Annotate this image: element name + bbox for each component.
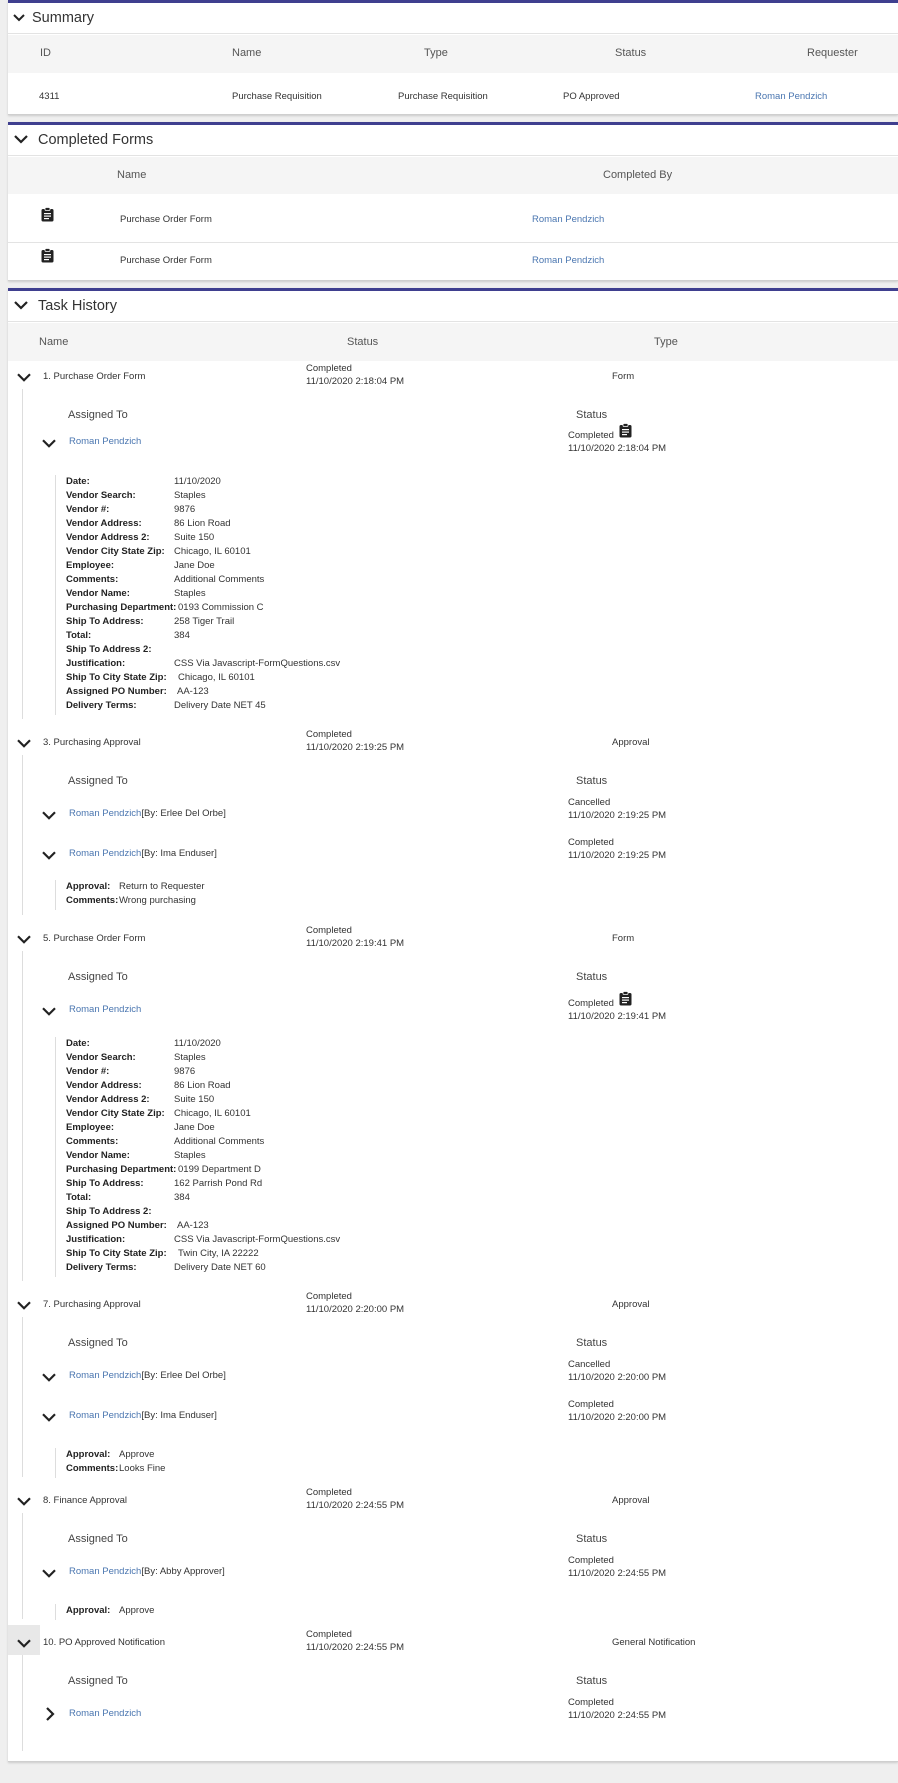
assignee: [69, 436, 141, 447]
chevron-down-icon[interactable]: [42, 810, 56, 821]
task-name: 3. Purchasing Approval: [43, 737, 141, 748]
field-label: Vendor #:: [66, 504, 110, 515]
field-label: Ship To Address 2:: [66, 644, 152, 655]
assignee-status: [568, 1696, 666, 1722]
field-label: Justification:: [66, 1234, 126, 1245]
task-status-text: Completed: [306, 1629, 352, 1640]
col-id: ID: [40, 47, 51, 59]
task-status: [306, 1628, 404, 1654]
field-label: Justification:: [66, 658, 126, 669]
field-value: Suite 150: [174, 532, 215, 543]
task-status-date: 11/10/2020 2:18:04 PM: [306, 376, 405, 387]
assignee-status-text: Completed: [568, 430, 614, 441]
completed-forms-table-header: [8, 157, 898, 194]
col-type: Type: [424, 47, 448, 59]
assigned-to-label: Assigned To: [68, 971, 128, 983]
assignee-status-text: Completed: [568, 1399, 614, 1410]
chevron-right-icon[interactable]: [45, 1707, 55, 1721]
assignee-status: [568, 836, 666, 862]
task-type: Approval: [612, 1299, 650, 1310]
completed-forms-panel: [8, 122, 898, 281]
assignee-status: [568, 1554, 666, 1580]
field-label: Employee:: [66, 1122, 115, 1133]
field-value: 384: [174, 1192, 190, 1203]
task-guide-line: [22, 755, 23, 915]
assignee-status-text: Completed: [568, 837, 614, 848]
field-value: 11/10/2020: [174, 476, 221, 487]
field-label: Date:: [66, 476, 90, 487]
status-label: Status: [576, 1533, 608, 1545]
status-label: Status: [576, 1337, 608, 1349]
completed-by-link[interactable]: Roman Pendzich: [532, 214, 605, 225]
assignee-status-text: Cancelled: [568, 797, 611, 808]
summary-status: PO Approved: [563, 91, 620, 102]
summary-table-header: [8, 35, 898, 73]
completed-forms-header[interactable]: [8, 125, 898, 156]
summary-name: Purchase Requisition: [232, 91, 322, 102]
field-value: 384: [174, 630, 190, 641]
field-value: Return to Requester: [119, 881, 205, 892]
field-label: Assigned PO Number:: [66, 686, 167, 697]
fields-guide-line: [55, 1604, 56, 1620]
fields-guide-line: [55, 1448, 56, 1478]
field-label: Vendor Name:: [66, 588, 130, 599]
assigned-to-label: Assigned To: [68, 1533, 128, 1545]
assigned-to-label: Assigned To: [68, 1337, 128, 1349]
assignee-status: [568, 1358, 666, 1384]
field-label: Ship To Address:: [66, 1178, 144, 1189]
task-status-date: 11/10/2020 2:19:41 PM: [306, 938, 405, 949]
assignee-status-text: Completed: [568, 998, 614, 1009]
field-value: 9876: [174, 1066, 196, 1077]
field-value: Chicago, IL 60101: [178, 672, 255, 683]
clipboard-icon[interactable]: [41, 248, 54, 268]
field-label: Ship To Address 2:: [66, 1206, 152, 1217]
field-label: Comments:: [66, 895, 119, 906]
field-value: Chicago, IL 60101: [174, 546, 251, 557]
assigned-to-label: Assigned To: [68, 1675, 128, 1687]
field-label: Comments:: [66, 574, 119, 585]
status-label: Status: [576, 1675, 608, 1687]
field-value: Additional Comments: [174, 574, 265, 585]
task-type: Approval: [612, 1495, 650, 1506]
chevron-down-icon[interactable]: [17, 1496, 31, 1507]
chevron-down-icon[interactable]: [42, 1372, 56, 1383]
field-value: Approve: [119, 1449, 155, 1460]
field-label: Vendor Address:: [66, 518, 142, 529]
col-type: Type: [654, 336, 678, 348]
form-name: Purchase Order Form: [120, 214, 212, 225]
field-label: Total:: [66, 1192, 92, 1203]
assignee-by: [By: Ima Enduser]: [141, 848, 217, 859]
field-value: AA-123: [177, 686, 209, 697]
field-label: Approval:: [66, 881, 111, 892]
field-value: Staples: [174, 1150, 206, 1161]
chevron-down-icon[interactable]: [42, 1412, 56, 1423]
chevron-down-icon[interactable]: [42, 850, 56, 861]
field-value: Jane Doe: [174, 560, 215, 571]
status-label: Status: [576, 775, 608, 787]
col-completed-by: Completed By: [603, 169, 673, 181]
task-name: 5. Purchase Order Form: [43, 933, 146, 944]
assignee: [69, 1004, 141, 1015]
clipboard-icon[interactable]: [41, 207, 54, 227]
field-link[interactable]: CSS Via Javascript-FormQuestions.csv: [174, 658, 341, 669]
assignee-link[interactable]: Roman Pendzich: [69, 1004, 142, 1015]
field-label: Vendor City State Zip:: [66, 546, 165, 557]
field-value: Approve: [119, 1605, 155, 1616]
field-value: Staples: [174, 1052, 206, 1063]
field-label: Vendor Address 2:: [66, 1094, 150, 1105]
task-history-header[interactable]: [8, 291, 898, 322]
field-label: Approval:: [66, 1605, 111, 1616]
assignee-link[interactable]: Roman Pendzich: [69, 808, 142, 819]
assignee-status-text: Completed: [568, 1555, 614, 1566]
field-value: Wrong purchasing: [119, 895, 196, 906]
field-label: Purchasing Department:: [66, 602, 177, 613]
field-value: 9876: [174, 504, 196, 515]
chevron-down-icon[interactable]: [17, 1638, 31, 1649]
clipboard-icon[interactable]: [619, 991, 632, 1011]
field-label: Vendor Name:: [66, 1150, 130, 1161]
field-value: 0199 Department D: [178, 1164, 261, 1175]
chevron-down-icon[interactable]: [17, 1300, 31, 1311]
field-label: Date:: [66, 1038, 90, 1049]
field-value: AA-123: [177, 1220, 209, 1231]
chevron-down-icon[interactable]: [14, 300, 28, 311]
field-label: Vendor Search:: [66, 1052, 136, 1063]
task-status-text: Completed: [306, 729, 352, 740]
field-label: Vendor Address:: [66, 1080, 142, 1091]
assignee-status: [568, 997, 666, 1023]
task-status-text: Completed: [306, 1291, 352, 1302]
assignee-status-date: 11/10/2020 2:19:41 PM: [568, 1011, 667, 1022]
assignee: [69, 1708, 141, 1719]
task-type: Form: [612, 933, 635, 944]
assignee-status: [568, 1398, 666, 1424]
assignee-status-text: Cancelled: [568, 1359, 611, 1370]
field-value: Staples: [174, 588, 206, 599]
assignee-status: [568, 796, 666, 822]
task-guide-line: [22, 951, 23, 1281]
task-history-table-header: [8, 323, 898, 361]
assignee-link[interactable]: Roman Pendzich: [69, 436, 142, 447]
chevron-down-icon[interactable]: [42, 1568, 56, 1579]
col-name: Name: [117, 169, 147, 181]
assigned-to-label: Assigned To: [68, 775, 128, 787]
summary-header[interactable]: [8, 3, 898, 34]
col-name: Name: [232, 47, 262, 59]
task-name: 1. Purchase Order Form: [43, 371, 146, 382]
assignee-status-date: 11/10/2020 2:18:04 PM: [568, 443, 667, 454]
task-guide-line: [22, 1513, 23, 1619]
summary-panel: [8, 0, 898, 115]
assignee-status-date: 11/10/2020 2:20:00 PM: [568, 1412, 667, 1423]
assignee: [69, 1370, 226, 1381]
field-label: Employee:: [66, 560, 115, 571]
task-status-date: 11/10/2020 2:24:55 PM: [306, 1642, 405, 1653]
field-label: Approval:: [66, 1449, 111, 1460]
field-value: Chicago, IL 60101: [174, 1108, 251, 1119]
assignee-status-date: 11/10/2020 2:24:55 PM: [568, 1710, 667, 1721]
form-name: Purchase Order Form: [120, 255, 212, 266]
chevron-down-icon[interactable]: [17, 934, 31, 945]
assignee-link[interactable]: Roman Pendzich: [69, 1566, 142, 1577]
col-status: Status: [347, 336, 379, 348]
status-label: Status: [576, 409, 608, 421]
field-label: Comments:: [66, 1463, 119, 1474]
task-status: [306, 1486, 404, 1512]
task-status-date: 11/10/2020 2:24:55 PM: [306, 1500, 405, 1511]
chevron-down-icon[interactable]: [42, 1006, 56, 1017]
field-value: Looks Fine: [119, 1463, 166, 1474]
task-guide-line: [22, 1655, 23, 1751]
task-guide-line: [22, 389, 23, 719]
field-value: Suite 150: [174, 1094, 215, 1105]
row-divider: [8, 242, 898, 243]
field-value: Jane Doe: [174, 1122, 215, 1133]
assignee-status-text: Completed: [568, 1697, 614, 1708]
field-value: 86 Lion Road: [174, 518, 231, 529]
completed-by-link[interactable]: Roman Pendzich: [532, 255, 605, 266]
completed-forms-title: Completed Forms: [38, 132, 154, 148]
task-name: 7. Purchasing Approval: [43, 1299, 141, 1310]
chevron-down-icon[interactable]: [14, 134, 28, 145]
assignee-status: [568, 429, 666, 455]
fields-guide-line: [55, 880, 56, 910]
field-value: 11/10/2020: [174, 1038, 221, 1049]
field-value: Additional Comments: [174, 1136, 265, 1147]
assignee-by: [By: Ima Enduser]: [141, 1410, 217, 1421]
col-status: Status: [615, 47, 647, 59]
assignee-by: [By: Erlee Del Orbe]: [141, 808, 226, 819]
field-value: Delivery Date NET 45: [174, 700, 266, 711]
field-value: 162 Parrish Pond Rd: [174, 1178, 263, 1189]
chevron-down-icon[interactable]: [42, 438, 56, 449]
task-status-text: Completed: [306, 363, 352, 374]
assignee-link[interactable]: Roman Pendzich: [69, 1410, 142, 1421]
task-type: General Notification: [612, 1637, 696, 1648]
field-label: Delivery Terms:: [66, 700, 137, 711]
clipboard-icon[interactable]: [619, 423, 632, 443]
field-label: Ship To Address:: [66, 616, 144, 627]
task-type: Form: [612, 371, 635, 382]
field-value: Delivery Date NET 60: [174, 1262, 266, 1273]
col-name: Name: [39, 336, 69, 348]
assignee-status-date: 11/10/2020 2:24:55 PM: [568, 1568, 667, 1579]
assignee-status-date: 11/10/2020 2:19:25 PM: [568, 810, 667, 821]
task-status-text: Completed: [306, 1487, 352, 1498]
assignee-status-date: 11/10/2020 2:19:25 PM: [568, 850, 667, 861]
assignee-link[interactable]: Roman Pendzich: [69, 1708, 142, 1719]
assignee-status-date: 11/10/2020 2:20:00 PM: [568, 1372, 667, 1383]
chevron-down-icon[interactable]: [13, 13, 25, 23]
task-status: [306, 1290, 404, 1316]
assignee: [69, 1566, 225, 1577]
task-status: [306, 728, 404, 754]
field-label: Assigned PO Number:: [66, 1220, 167, 1231]
field-label: Vendor #:: [66, 1066, 110, 1077]
task-name: 10. PO Approved Notification: [43, 1637, 165, 1648]
assignee: [69, 1410, 217, 1421]
fields-guide-line: [55, 1037, 56, 1277]
task-status-date: 11/10/2020 2:19:25 PM: [306, 742, 405, 753]
field-value: Staples: [174, 490, 206, 501]
status-label: Status: [576, 971, 608, 983]
task-status: [306, 924, 404, 950]
task-name: 8. Finance Approval: [43, 1495, 127, 1506]
field-label: Total:: [66, 630, 92, 641]
assignee-by: [By: Erlee Del Orbe]: [141, 1370, 226, 1381]
task-status-date: 11/10/2020 2:20:00 PM: [306, 1304, 405, 1315]
summary-title: Summary: [32, 10, 95, 26]
field-label: Vendor City State Zip:: [66, 1108, 165, 1119]
field-value: 0193 Commission C: [178, 602, 264, 613]
field-value: 258 Tiger Trail: [174, 616, 235, 627]
summary-type: Purchase Requisition: [398, 91, 488, 102]
assignee: [69, 808, 226, 819]
chevron-down-icon[interactable]: [17, 372, 31, 383]
task-history-title: Task History: [38, 298, 117, 314]
task-status-text: Completed: [306, 925, 352, 936]
field-label: Delivery Terms:: [66, 1262, 137, 1273]
field-value: Twin City, IA 22222: [178, 1248, 259, 1259]
field-value: 86 Lion Road: [174, 1080, 231, 1091]
field-label: Comments:: [66, 1136, 119, 1147]
field-label: Purchasing Department:: [66, 1164, 177, 1175]
field-link[interactable]: CSS Via Javascript-FormQuestions.csv: [174, 1234, 341, 1245]
chevron-down-icon[interactable]: [17, 738, 31, 749]
requester-link[interactable]: Roman Pendzich: [755, 91, 828, 102]
assignee-link[interactable]: Roman Pendzich: [69, 848, 142, 859]
field-label: Ship To City State Zip:: [66, 1248, 167, 1259]
assignee-link[interactable]: Roman Pendzich: [69, 1370, 142, 1381]
task-type: Approval: [612, 737, 650, 748]
col-requester: Requester: [807, 47, 858, 59]
task-guide-line: [22, 1317, 23, 1477]
assignee: [69, 848, 217, 859]
field-label: Ship To City State Zip:: [66, 672, 167, 683]
fields-guide-line: [55, 475, 56, 715]
field-label: Vendor Address 2:: [66, 532, 150, 543]
assigned-to-label: Assigned To: [68, 409, 128, 421]
field-label: Vendor Search:: [66, 490, 136, 501]
summary-id: 4311: [39, 91, 60, 102]
assignee-by: [By: Abby Approver]: [141, 1566, 225, 1577]
task-status: [306, 362, 404, 388]
task-history-panel: [8, 288, 898, 1762]
